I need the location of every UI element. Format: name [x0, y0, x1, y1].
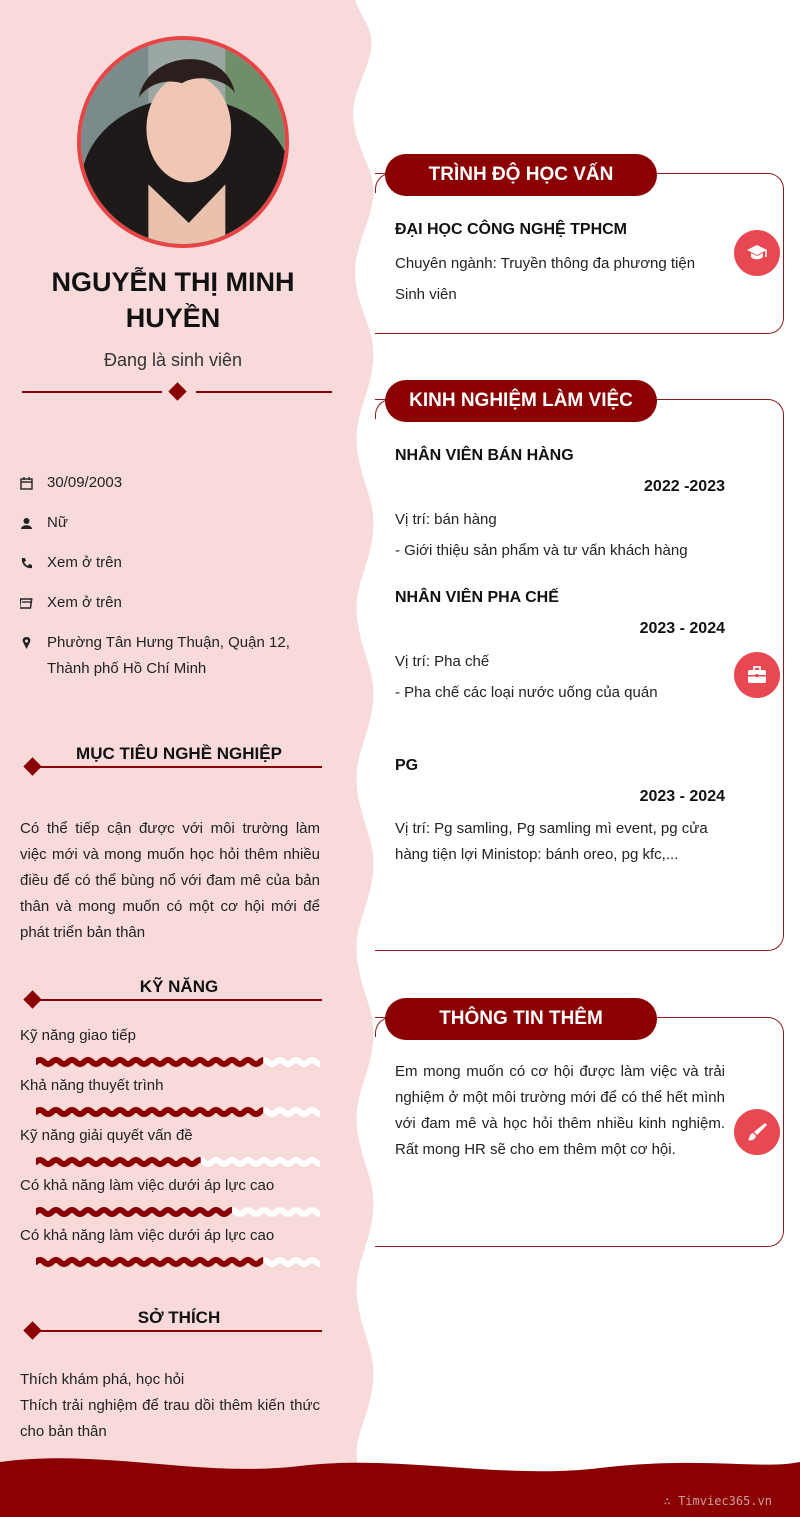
contact-gender — [20, 510, 320, 536]
gender-text: Nữ — [47, 514, 68, 531]
name-divider — [22, 382, 332, 402]
footer-watermark: ∴ Timviec365.vn — [663, 1494, 772, 1508]
job-2-date: 2023 - 2024 — [639, 620, 725, 637]
job-1-date: 2022 -2023 — [644, 478, 725, 495]
extra-text: Em mong muốn có cơ hội được làm việc và trải nghiệm ở một môi trường mới để có thể hết mình với đam mê và học hỏi thêm nhiều kinh nghiệm. Rất mong HR sẽ cho em thêm một cơ hội. — [395, 1063, 725, 1158]
skill-level-bar — [36, 1156, 320, 1168]
calendar-icon — [20, 477, 33, 490]
skills-title: KỸ NĂNG — [139, 977, 219, 996]
birthdate-text: 30/09/2003 — [47, 474, 123, 491]
hobbies-title: SỞ THÍCH — [137, 1308, 221, 1327]
avatar-photo — [81, 40, 285, 244]
email-text: Xem ở trên — [47, 594, 122, 611]
job-2-desc: - Pha chế các loại nước uống của quán — [395, 684, 658, 701]
job-1-title: NHÂN VIÊN BÁN HÀNG — [395, 447, 574, 464]
objective-title: MỤC TIÊU NGHỀ NGHIỆP — [76, 744, 282, 763]
location-icon — [20, 637, 33, 650]
job-3-title: PG — [395, 757, 419, 774]
job-1-desc: - Giới thiệu sản phẩm và tư vấn khách hàng — [395, 542, 688, 559]
briefcase-icon — [734, 652, 780, 698]
address-text: Phường Tân Hưng Thuận, Quận 12, Thành phố Hồ Chí Minh — [47, 634, 290, 677]
education-school: ĐẠI HỌC CÔNG NGHỆ TPHCM — [395, 221, 627, 238]
avatar — [77, 36, 289, 248]
email-icon — [20, 597, 33, 610]
hobby-line-1: Thích khám phá, học hỏi — [20, 1371, 185, 1388]
phone-text: Xem ở trên — [47, 554, 122, 571]
skill-label: Có khả năng làm việc dưới áp lực cao — [20, 1177, 275, 1194]
skill-label: Có khả năng làm việc dưới áp lực cao — [20, 1227, 275, 1244]
job-2-role: Vị trí: Pha chế — [395, 653, 490, 670]
graduation-cap-icon — [734, 230, 780, 276]
skill-label: Kỹ năng giao tiếp — [20, 1027, 136, 1044]
candidate-status: Đang là sinh viên — [103, 350, 243, 370]
skill-level-bar — [36, 1056, 320, 1068]
objective-text: Có thể tiếp cận được với môi trường làm việc mới và mong muốn học hỏi thêm nhiều điều để có thể bùng nổ với đam mê của bản thân và mong muốn có một cơ hội mới để phát triển bản thân — [20, 820, 320, 941]
contact-birthdate — [20, 470, 320, 496]
paint-brush-icon — [734, 1109, 780, 1155]
objective-heading — [22, 744, 322, 778]
job-3-date: 2023 - 2024 — [639, 788, 725, 805]
candidate-name: NGUYỄN THỊ MINH HUYỀN — [51, 267, 295, 333]
phone-icon — [20, 557, 33, 570]
contact-email — [20, 590, 320, 616]
hobby-line-2: Thích trải nghiệm để trau dồi thêm kiến thức cho bản thân — [20, 1397, 320, 1440]
extra-title: THÔNG TIN THÊM — [385, 998, 657, 1040]
user-icon — [20, 517, 33, 530]
contact-address — [20, 630, 320, 682]
education-status: Sinh viên — [395, 286, 457, 303]
job-3-role: Vị trí: Pg samling, Pg samling mì event, pg cửa hàng tiện lợi Ministop: bánh oreo, pg kfc,... — [395, 820, 708, 863]
job-2-title: NHÂN VIÊN PHA CHẾ — [395, 589, 559, 606]
contact-phone — [20, 550, 320, 576]
footer-wave — [0, 1458, 800, 1517]
job-1-role: Vị trí: bán hàng — [395, 511, 497, 528]
skill-level-bar — [36, 1256, 320, 1268]
skill-level-bar — [36, 1206, 320, 1218]
skills-heading — [22, 977, 322, 1011]
skill-label: Kỹ năng giải quyết vấn đề — [20, 1127, 193, 1144]
skill-level-bar — [36, 1106, 320, 1118]
experience-title: KINH NGHIỆM LÀM VIỆC — [385, 380, 657, 422]
skill-label: Khả năng thuyết trình — [20, 1077, 164, 1094]
education-major: Chuyên ngành: Truyền thông đa phương tiện — [395, 255, 696, 272]
education-title: TRÌNH ĐỘ HỌC VẤN — [385, 154, 657, 196]
hobbies-heading — [22, 1308, 322, 1342]
